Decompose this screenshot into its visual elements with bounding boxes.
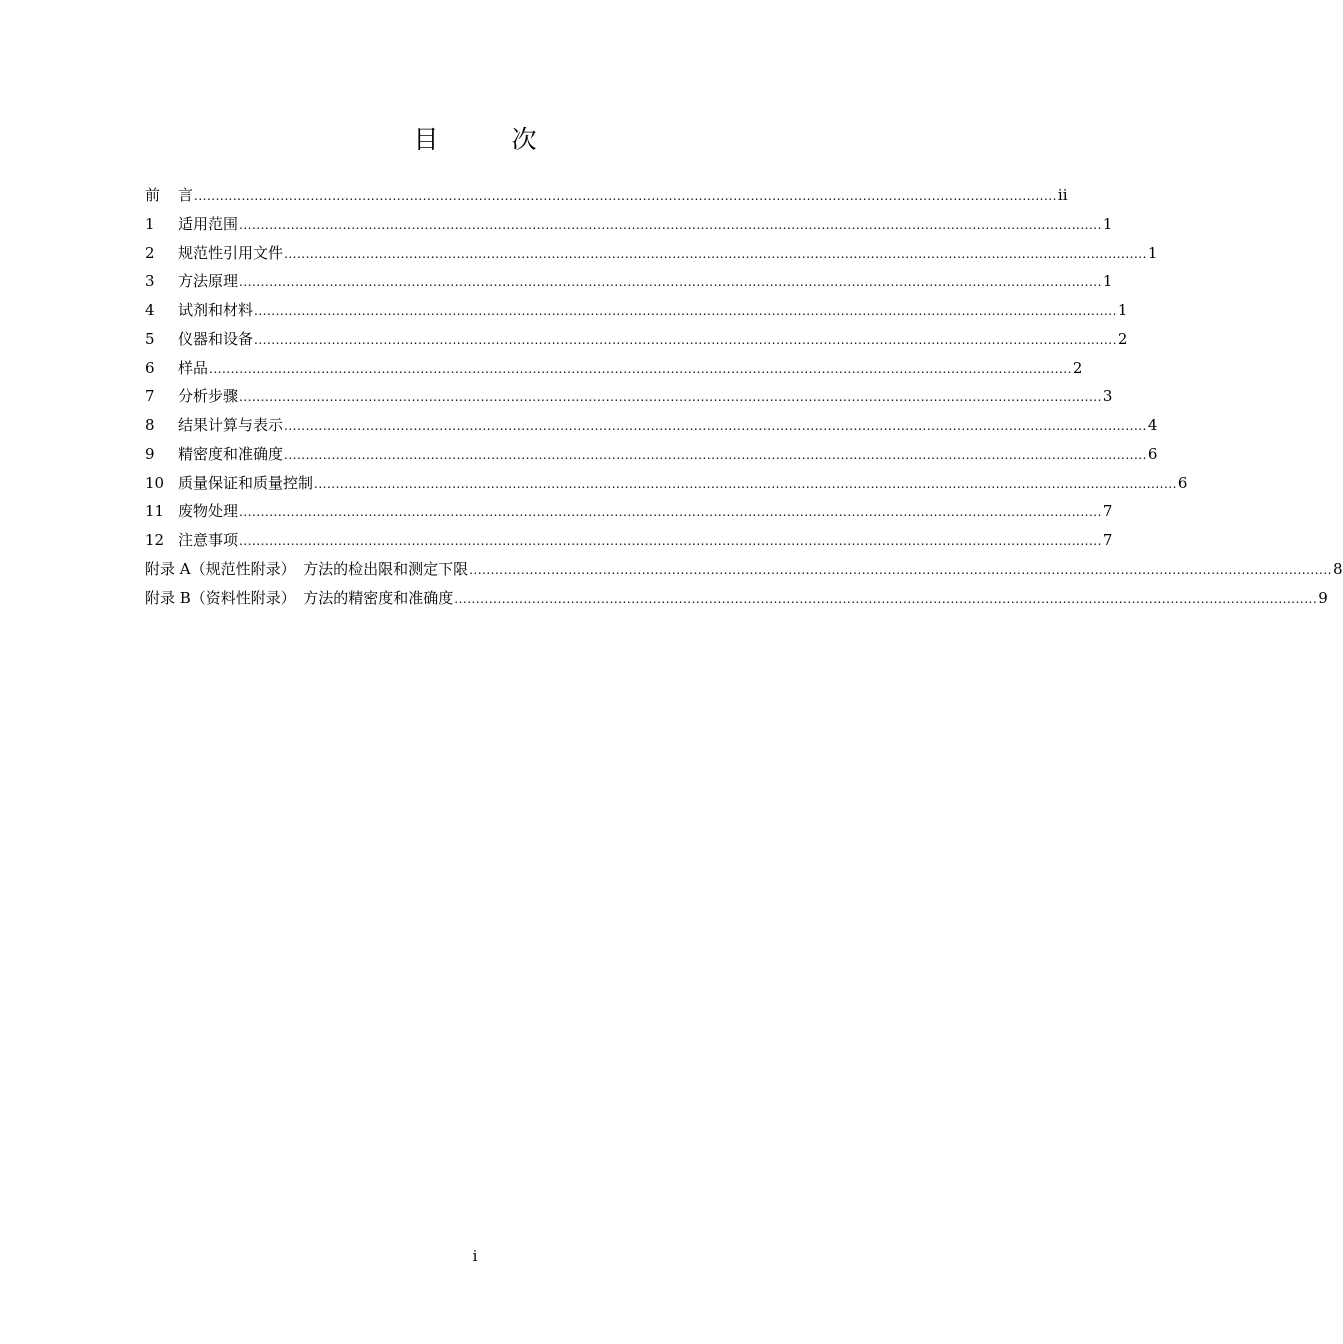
toc-entry-preface[interactable]: [145, 181, 1068, 210]
toc-entry-number: 3: [145, 272, 155, 291]
toc-entry-title: 废物处理: [178, 502, 239, 521]
toc-entry-title: 结果计算与表示: [178, 416, 284, 434]
toc-entry-page: 6: [1147, 444, 1158, 463]
toc-entry-page: 1: [1117, 301, 1128, 319]
toc-entry-7[interactable]: [145, 382, 1113, 411]
toc-entry-number: 7: [145, 387, 155, 406]
toc-dot-leader: ........................................................................................................................................................................................................: [239, 217, 1102, 232]
toc-dot-leader: ........................................................................................................................................................................................................: [239, 275, 1102, 290]
toc-entry-12[interactable]: [145, 526, 1113, 555]
toc-entry-page: 1: [1102, 272, 1113, 291]
toc-entry-page: 4: [1147, 416, 1158, 434]
toc-entry-title: 试剂和材料: [178, 301, 254, 319]
toc-entry-page: 7: [1102, 531, 1113, 549]
toc-entry-title: 方法原理: [178, 272, 239, 291]
toc-entry-9[interactable]: [145, 440, 1158, 469]
toc-dot-leader: ........................................................................................................................................................................................................: [194, 189, 1057, 203]
table-of-contents: [145, 181, 1343, 612]
toc-entry-title: 仪器和设备: [178, 329, 254, 348]
toc-dot-leader: ........................................................................................................................................................................................................: [239, 505, 1102, 520]
toc-entry-number: 9: [145, 444, 155, 463]
toc-dot-leader: ........................................................................................................................................................................................................: [284, 419, 1147, 433]
toc-entry-number: 4: [145, 301, 155, 319]
toc-entry-page: 3: [1102, 387, 1113, 406]
toc-entry-6[interactable]: [145, 354, 1083, 383]
toc-entry-2[interactable]: [145, 239, 1158, 268]
toc-entry-11[interactable]: [145, 497, 1113, 526]
toc-dot-leader: ........................................................................................................................................................................................................: [469, 562, 1332, 577]
toc-entry-title: 言: [178, 186, 194, 204]
toc-entry-page: 2: [1117, 329, 1128, 348]
toc-entry-title: 精密度和准确度: [178, 444, 284, 463]
toc-entry-1[interactable]: [145, 210, 1113, 239]
toc-entry-page: 1: [1147, 243, 1158, 262]
toc-entry-10[interactable]: [145, 469, 1188, 498]
page-number: i: [472, 1247, 478, 1265]
toc-entry-4[interactable]: [145, 296, 1128, 325]
toc-entry-number: 8: [145, 416, 155, 434]
toc-dot-leader: ........................................................................................................................................................................................................: [254, 304, 1117, 318]
toc-entry-page: 7: [1102, 502, 1113, 521]
toc-entry-appendix-a[interactable]: [145, 555, 1343, 584]
toc-dot-leader: ........................................................................................................................................................................................................: [239, 390, 1102, 405]
toc-entry-page: 8: [1333, 559, 1343, 578]
toc-entry-number: 6: [145, 358, 155, 377]
toc-entry-page: 2: [1072, 358, 1083, 377]
toc-entry-page: ii: [1057, 186, 1068, 204]
toc-entry-title: 规范性引用文件: [178, 243, 284, 262]
toc-dot-leader: ........................................................................................................................................................................................................: [239, 534, 1102, 548]
toc-entry-title: 注意事项: [178, 531, 239, 549]
toc-entry-page: 9: [1318, 588, 1328, 607]
toc-entry-number: 12: [145, 531, 165, 549]
toc-entry-5[interactable]: [145, 325, 1128, 354]
toc-dot-leader: ........................................................................................................................................................................................................: [209, 361, 1072, 376]
toc-entry-number: 前: [145, 186, 161, 204]
toc-dot-leader: ........................................................................................................................................................................................................: [284, 246, 1147, 261]
toc-entry-number: 2: [145, 243, 155, 262]
toc-entry-page: 6: [1177, 473, 1188, 492]
toc-dot-leader: ........................................................................................................................................................................................................: [284, 447, 1147, 462]
toc-entry-title: 质量保证和质量控制: [178, 473, 314, 492]
toc-entry-title: 附录 A（规范性附录） 方法的检出限和测定下限: [145, 559, 469, 578]
toc-entry-3[interactable]: [145, 267, 1113, 296]
toc-entry-title: 样品: [178, 358, 209, 377]
toc-dot-leader: ........................................................................................................................................................................................................: [314, 476, 1177, 491]
toc-entry-number: 10: [145, 473, 165, 492]
toc-entry-number: 11: [145, 502, 165, 521]
toc-entry-number: 5: [145, 329, 155, 348]
toc-entry-appendix-b[interactable]: [145, 584, 1328, 613]
page-title: 目 次: [413, 125, 561, 154]
toc-entry-number: 1: [145, 214, 155, 233]
toc-entry-8[interactable]: [145, 411, 1158, 440]
toc-entry-title: 附录 B（资料性附录） 方法的精密度和准确度: [145, 588, 454, 607]
toc-entry-title: 分析步骤: [178, 387, 239, 406]
toc-entry-page: 1: [1102, 214, 1113, 233]
toc-entry-title: 适用范围: [178, 214, 239, 233]
toc-dot-leader: ........................................................................................................................................................................................................: [454, 591, 1318, 606]
toc-dot-leader: ........................................................................................................................................................................................................: [254, 332, 1117, 347]
